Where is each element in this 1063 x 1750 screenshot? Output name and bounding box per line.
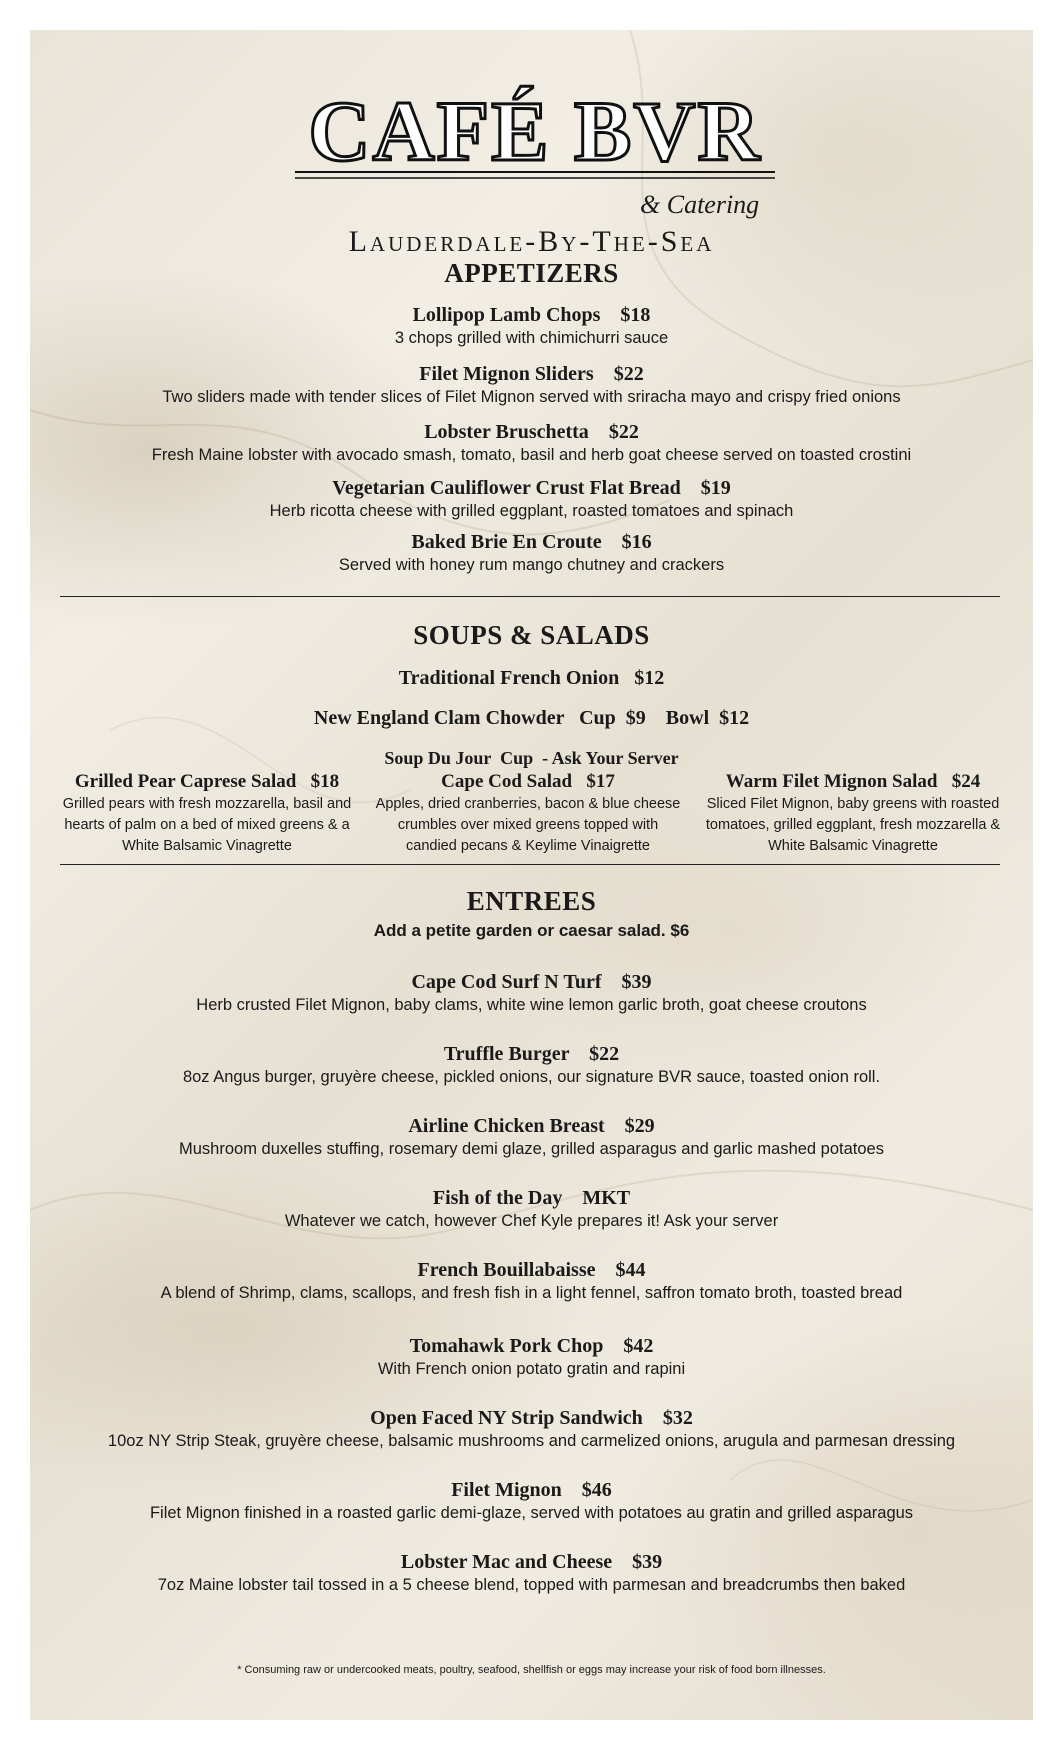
item-desc: 8oz Angus burger, gruyère cheese, pickled onions, our signature BVR sauce, toasted onion roll. bbox=[182, 1068, 881, 1086]
item-desc: Whatever we catch, however Chef Kyle prepares it! Ask your server bbox=[284, 1212, 779, 1230]
menu-item bbox=[30, 1478, 1033, 1524]
item-desc: Served with honey rum mango chutney and crackers bbox=[338, 556, 725, 574]
item-name: Warm Filet Mignon Salad $24 bbox=[725, 771, 981, 792]
item-name: Lobster Mac and Cheese $39 bbox=[400, 1551, 663, 1573]
item-name: New England Clam Chowder Cup $9 Bowl $12 bbox=[313, 707, 750, 729]
menu-header bbox=[30, 80, 1033, 270]
menu-item bbox=[30, 1406, 1033, 1452]
item-name: Cape Cod Salad $17 bbox=[441, 771, 615, 792]
soups-salads-title: SOUPS & SALADS bbox=[413, 620, 650, 650]
item-name: Filet Mignon Sliders $22 bbox=[419, 363, 644, 385]
menu-item bbox=[30, 1114, 1033, 1160]
appetizers-title: APPETIZERS bbox=[444, 258, 619, 288]
menu-item bbox=[30, 1186, 1033, 1232]
soup-item bbox=[30, 746, 1033, 770]
item-name: Lobster Bruschetta $22 bbox=[424, 421, 639, 443]
item-name: Cape Cod Surf N Turf $39 bbox=[411, 971, 652, 993]
item-name: Grilled Pear Caprese Salad $18 bbox=[74, 771, 340, 792]
menu-item bbox=[30, 476, 1033, 522]
menu-item bbox=[30, 420, 1033, 466]
item-name: Vegetarian Cauliflower Crust Flat Bread $19 bbox=[332, 477, 731, 499]
item-desc: 3 chops grilled with chimichurri sauce bbox=[394, 329, 669, 347]
location-title: Lauderdale-By-The-Sea bbox=[348, 225, 715, 258]
item-name: Truffle Burger $22 bbox=[443, 1043, 620, 1065]
item-desc: Apples, dried cranberries, bacon & blue cheese crumbles over mixed greens topped with candied pecans & Keylime Vinaigrette bbox=[375, 796, 681, 854]
item-name: Airline Chicken Breast $29 bbox=[408, 1115, 655, 1137]
soup-item bbox=[30, 706, 1033, 730]
menu-item bbox=[30, 362, 1033, 408]
menu-item bbox=[30, 1334, 1033, 1380]
menu-item bbox=[30, 530, 1033, 576]
section-divider bbox=[60, 596, 1000, 597]
salad-item bbox=[373, 770, 683, 857]
item-desc: With French onion potato gratin and rapini bbox=[377, 1360, 686, 1378]
cafe-bvr-logo bbox=[285, 80, 785, 190]
soup-item bbox=[30, 666, 1033, 690]
item-desc: Herb crusted Filet Mignon, baby clams, white wine lemon garlic broth, goat cheese croutons bbox=[196, 996, 867, 1014]
item-name: Fish of the Day MKT bbox=[432, 1187, 631, 1209]
logo-text: CAFÉ BVR bbox=[308, 83, 762, 179]
menu-item bbox=[30, 303, 1033, 349]
menu-item bbox=[30, 1550, 1033, 1596]
entrees-note: Add a petite garden or caesar salad. $6 bbox=[373, 921, 690, 940]
item-name: Tomahawk Pork Chop $42 bbox=[409, 1335, 654, 1357]
item-name: Lollipop Lamb Chops $18 bbox=[412, 304, 651, 326]
section-divider bbox=[60, 864, 1000, 865]
item-desc: Sliced Filet Mignon, baby greens with roasted tomatoes, grilled eggplant, fresh mozzarella & White Balsamic Vinagrette bbox=[705, 796, 1001, 854]
salad-item bbox=[52, 770, 362, 857]
menu-item bbox=[30, 1258, 1033, 1304]
item-desc: 10oz NY Strip Steak, gruyère cheese, balsamic mushrooms and carmelized onions, arugula and parmesan dressing bbox=[107, 1432, 956, 1450]
item-name: Filet Mignon $46 bbox=[451, 1479, 612, 1501]
item-name: French Bouillabaisse $44 bbox=[417, 1259, 646, 1281]
item-desc: Two sliders made with tender slices of Filet Mignon served with sriracha mayo and crispy fried onions bbox=[162, 388, 901, 406]
item-name: Soup Du Jour Cup - Ask Your Server bbox=[384, 748, 679, 768]
item-desc: 7oz Maine lobster tail tossed in a 5 cheese blend, topped with parmesan and breadcrumbs then baked bbox=[157, 1576, 906, 1594]
item-name: Open Faced NY Strip Sandwich $32 bbox=[370, 1407, 693, 1429]
item-name: Baked Brie En Croute $16 bbox=[411, 531, 652, 553]
menu-page bbox=[30, 30, 1033, 1720]
entrees-title: ENTREES bbox=[466, 886, 597, 916]
item-desc: Fresh Maine lobster with avocado smash, tomato, basil and herb goat cheese served on toasted crostini bbox=[151, 446, 912, 464]
item-desc: A blend of Shrimp, clams, scallops, and fresh fish in a light fennel, saffron tomato broth, toasted bread bbox=[160, 1284, 903, 1302]
item-desc: Herb ricotta cheese with grilled eggplant, roasted tomatoes and spinach bbox=[269, 502, 794, 520]
item-desc: Filet Mignon finished in a roasted garlic demi-glaze, served with potatoes au gratin and grilled asparagus bbox=[149, 1504, 914, 1522]
menu-item bbox=[30, 1042, 1033, 1088]
item-desc: Mushroom duxelles stuffing, rosemary demi glaze, grilled asparagus and garlic mashed potatoes bbox=[179, 1140, 884, 1158]
item-desc: Grilled pears with fresh mozzarella, basil and hearts of palm on a bed of mixed greens & a White Balsamic Vinagrette bbox=[62, 796, 352, 854]
food-safety-footnote: * Consuming raw or undercooked meats, poultry, seafood, shellfish or eggs may increase your risk of food born illnesses. bbox=[237, 1664, 826, 1676]
logo-subtitle: & Catering bbox=[640, 190, 760, 219]
item-name: Traditional French Onion $12 bbox=[398, 667, 665, 689]
menu-item bbox=[30, 970, 1033, 1016]
salad-item bbox=[698, 770, 1008, 857]
